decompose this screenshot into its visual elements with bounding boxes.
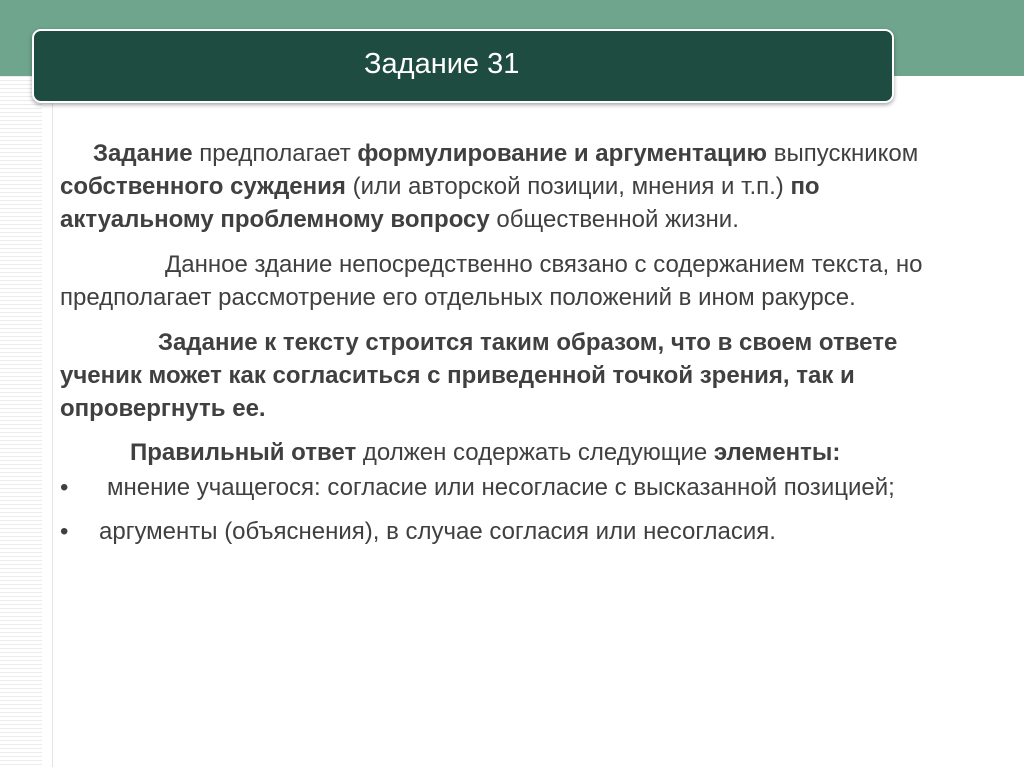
text-run: предполагает	[192, 140, 358, 167]
text-run: формулирование и аргументацию	[357, 140, 768, 167]
text-run: по актуальному проблемному вопросу	[60, 173, 820, 233]
text-run: должен содержать следующие	[356, 439, 714, 466]
text-run: общественной жизни.	[489, 206, 739, 233]
list-item-text: мнение учащегося: согласие или несогласие с высказанной позицией;	[107, 474, 895, 501]
text-run: Задание	[93, 140, 193, 167]
title-bar	[32, 29, 894, 103]
list-item	[60, 471, 960, 504]
paragraph-task-structure	[60, 326, 960, 425]
left-divider-line	[52, 76, 53, 767]
paragraph-task-description	[60, 137, 960, 236]
slide-title: Задание 31	[364, 48, 520, 80]
text-run: Правильный ответ	[130, 439, 357, 466]
list-item	[60, 515, 960, 548]
list-item-text: аргументы (объяснения), в случае согласия или несогласия.	[99, 518, 776, 545]
text-run: выпускником	[767, 140, 919, 167]
answer-elements-list	[60, 471, 960, 548]
paragraph-text-relation	[60, 248, 960, 314]
slide-body	[60, 137, 960, 548]
text-run: собственного суждения	[60, 173, 346, 200]
paragraph-answer-elements	[60, 436, 960, 469]
text-run: Данное здание непосредственно связано с содержанием текста, но предполагает рассмотрение его отдельных положений в ином ракурсе.	[60, 251, 923, 311]
text-run: (или авторской позиции, мнения и т.п.)	[345, 173, 791, 200]
text-run: Задание к тексту строится таким образом, что в своем ответе ученик может как согласиться с приведенной точкой зрения, так и опровергнуть ее.	[60, 329, 898, 422]
text-run: элементы:	[713, 439, 841, 466]
bullet-icon: •	[60, 474, 69, 501]
bullet-icon: •	[60, 518, 69, 545]
left-stripe-decoration	[0, 76, 42, 767]
